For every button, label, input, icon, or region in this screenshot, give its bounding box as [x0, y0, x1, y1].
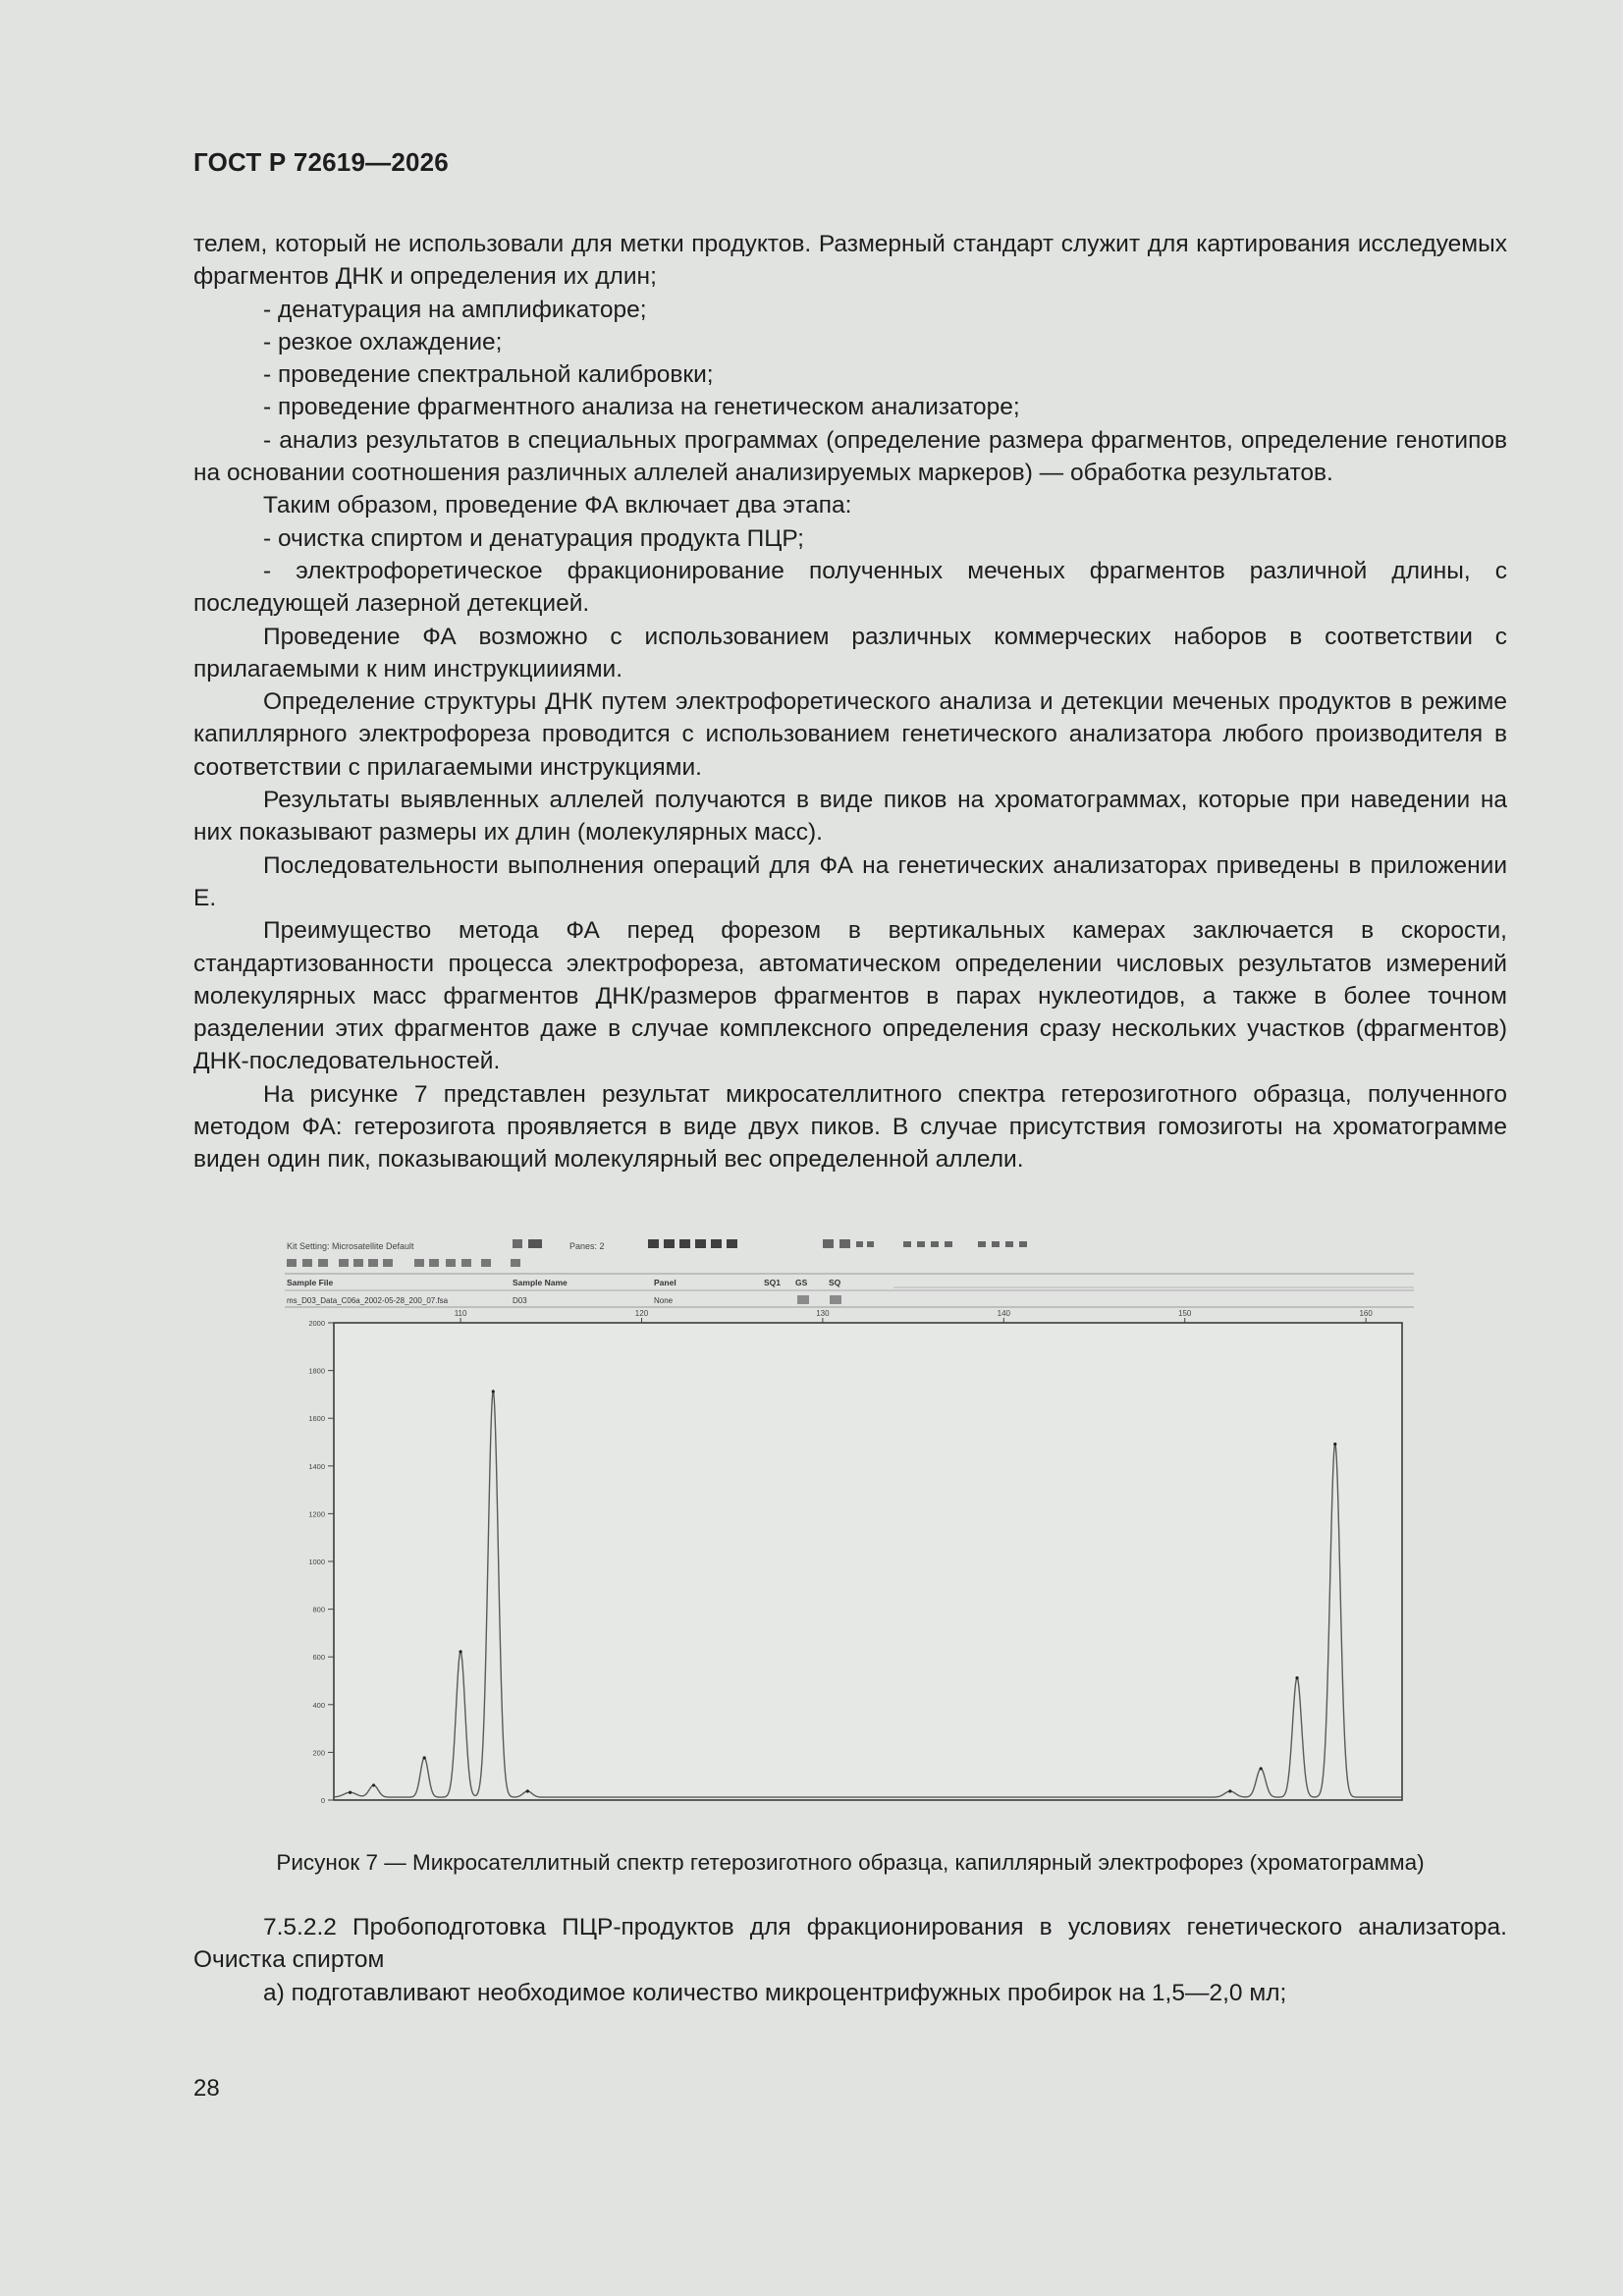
list-item: - анализ результатов в специальных программах (определение размера фрагментов, определение генотипов на основании соотношения различных аллелей анализируемых маркеров) — обработка результатов.: [193, 426, 1507, 487]
peak-marker: [1295, 1676, 1298, 1679]
peak-marker: [1228, 1789, 1231, 1792]
y-tick-label: 2000: [308, 1319, 325, 1328]
y-tick-label: 1600: [308, 1414, 325, 1424]
page-number: 28: [193, 2075, 220, 2102]
list-item: - электрофоретическое фракционирование полученных меченых фрагментов различной длины, с последующей лазерной детекцией.: [193, 557, 1507, 618]
x-tick-label: 150: [1178, 1309, 1192, 1318]
peak-marker: [1260, 1767, 1263, 1770]
column-header-panel[interactable]: Panel: [654, 1278, 676, 1287]
toolbar-icon[interactable]: [528, 1239, 542, 1248]
paragraph: Таким образом, проведение ФА включает два этапа:: [263, 492, 852, 519]
paragraph: Проведение ФА возможно с использованием различных коммерческих наборов в соответствии с прилагаемыми к ним инструкциииями.: [193, 623, 1507, 683]
toolbar-icon-group[interactable]: [648, 1239, 737, 1248]
peak-marker: [423, 1756, 426, 1759]
paragraph: Определение структуры ДНК путем электрофоретического анализа и детекции меченых продуктов в режиме капиллярного электрофореза проводится с использованием генетического анализатора любого производителя в соответствии с прилагаемыми инструкциями.: [193, 688, 1507, 781]
x-tick-label: 110: [454, 1309, 467, 1318]
toolbar-icon-group[interactable]: [287, 1259, 520, 1267]
peak-marker: [1333, 1443, 1336, 1446]
section-heading: 7.5.2.2 Пробоподготовка ПЦР-продуктов для фракционирования в условиях генетического анализатора. Очистка спиртом: [193, 1914, 1507, 1974]
toolbar-icon[interactable]: [513, 1239, 522, 1248]
chromatogram-figure: [285, 1234, 1414, 1812]
peak-marker: [372, 1783, 375, 1786]
paragraph: На рисунке 7 представлен результат микросателлитного спектра гетерозиготного образца, полученного методом ФА: гетерозигота проявляется в виде двух пиков. В случае присутствия гомозиготы на хроматограмме виден один пик, показывающий молекулярный вес определенной аллели.: [193, 1080, 1507, 1174]
x-tick-label: 120: [634, 1309, 649, 1318]
status-icon: [830, 1295, 841, 1304]
list-item: - проведение фрагментного анализа на генетическом анализаторе;: [263, 394, 1020, 421]
list-item: - резкое охлаждение;: [263, 328, 503, 355]
kit-setting-label: Kit Setting: Microsatellite Default: [287, 1241, 414, 1251]
column-header-sq1[interactable]: SQ1: [764, 1278, 782, 1287]
peak-marker: [492, 1390, 495, 1393]
paragraph: Результаты выявленных аллелей получаются в виде пиков на хроматограммах, которые при наведении на них показывают размеры их длин (молекулярных масс).: [193, 787, 1507, 847]
y-tick-label: 800: [312, 1605, 325, 1614]
peak-marker: [526, 1789, 529, 1792]
peak-marker: [349, 1791, 352, 1794]
x-tick-label: 160: [1359, 1309, 1373, 1318]
figure-caption: Рисунок 7 — Микросателлитный спектр гетерозиготного образца, капиллярный электрофорез (хроматограмма): [276, 1850, 1425, 1875]
paragraph: Последовательности выполнения операций для ФА на генетических анализаторах приведены в приложении Е.: [193, 851, 1507, 911]
toolbar-icon-group[interactable]: [823, 1239, 1027, 1248]
column-header-sample-name[interactable]: Sample Name: [513, 1278, 568, 1287]
sample-name-cell[interactable]: D03: [513, 1296, 527, 1305]
y-tick-label: 1200: [308, 1509, 325, 1519]
sample-file-cell[interactable]: ms_D03_Data_C06a_2002-05-28_200_07.fsa: [287, 1296, 449, 1305]
y-tick-label: 400: [312, 1700, 325, 1710]
x-tick-label: 140: [997, 1309, 1010, 1318]
panes-label: Panes: 2: [569, 1241, 605, 1251]
chromatogram-chart: [285, 1234, 1414, 1812]
status-icon: [797, 1295, 809, 1304]
x-tick-label: 130: [816, 1309, 830, 1318]
panel-cell[interactable]: None: [654, 1296, 674, 1305]
y-axis: [308, 1319, 334, 1805]
y-tick-label: 600: [312, 1653, 325, 1663]
section-text: [193, 1911, 1507, 2009]
document-header: ГОСТ Р 72619—2026: [193, 147, 449, 177]
y-tick-label: 1400: [308, 1461, 325, 1471]
list-item: - денатурация на амплификаторе;: [263, 296, 647, 323]
list-item: - очистка спиртом и денатурация продукта ПЦР;: [263, 524, 804, 552]
list-item: - проведение спектральной калибровки;: [263, 361, 714, 389]
column-header-sq[interactable]: SQ: [829, 1278, 841, 1287]
column-header-gs[interactable]: GS: [795, 1278, 808, 1287]
paragraph: телем, который не использовали для метки продуктов. Размерный стандарт служит для картирования исследуемых фрагментов ДНК и определения их длин;: [193, 231, 1507, 291]
paragraph: Преимущество метода ФА перед форезом в вертикальных камерах заключается в скорости, стандартизованности процесса электрофореза, автоматическом определении числовых результатов измерений молекулярных масс фрагментов ДНК/размеров фрагментов в парах нуклеотидов, а также в более точном разделении этих фрагментов даже в случае комплексного определения сразу нескольких участков (фрагментов) ДНК-последовательностей.: [193, 917, 1507, 1075]
list-item: а) подготавливают необходимое количество микроцентрифужных пробирок на 1,5—2,0 мл;: [263, 1979, 1287, 2006]
y-tick-label: 1000: [308, 1558, 325, 1566]
y-tick-label: 1800: [308, 1366, 325, 1376]
y-tick-label: 200: [312, 1748, 325, 1758]
x-axis: [455, 1309, 1374, 1323]
y-tick-label: 0: [320, 1796, 325, 1805]
peak-marker: [459, 1650, 461, 1653]
column-header-sample-file[interactable]: Sample File: [287, 1278, 334, 1287]
body-text: [193, 228, 1507, 1176]
